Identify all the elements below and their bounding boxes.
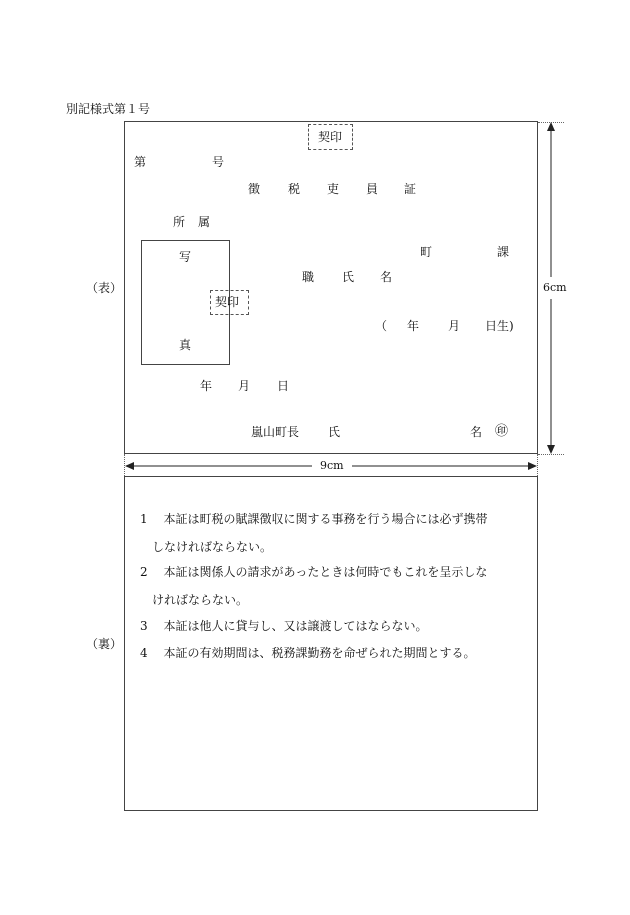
card-title-char-5: 証 (404, 182, 417, 196)
affiliation-char-2: 属 (198, 215, 211, 229)
birth-year: 年 (407, 319, 420, 333)
photo-label-top: 写 (179, 250, 192, 264)
issue-year: 年 (200, 379, 213, 393)
mayor-shi: 氏 (328, 425, 341, 439)
photo-stamp-label: 契印 (215, 295, 240, 309)
position-char-2: 氏 (342, 270, 355, 284)
mayor-mei: 名 (470, 425, 483, 439)
issue-day: 日 (277, 379, 290, 393)
birth-month: 月 (448, 319, 461, 333)
birth-open-paren: （ (375, 319, 388, 333)
official-seal-icon: ㊞ (495, 424, 509, 439)
card-title-char-1: 徴 (248, 182, 261, 196)
section-label: 課 (497, 245, 510, 259)
birth-day: 日生) (485, 319, 514, 333)
back-card (124, 476, 538, 811)
back-rule-3: 3 本証は他人に貸与し、又は譲渡してはならない。 (140, 619, 428, 633)
mayor-title: 嵐山町長 (251, 425, 300, 439)
back-side-label: （裏） (86, 637, 123, 651)
number-go: 号 (212, 155, 225, 169)
form-title: 別記様式第１号 (66, 102, 151, 116)
top-stamp-label: 契印 (318, 130, 343, 144)
width-label: 9cm (320, 459, 344, 472)
issue-month: 月 (238, 379, 251, 393)
back-rule-4: 4 本証の有効期間は、税務課勤務を命ぜられた期間とする。 (140, 646, 476, 660)
position-char-3: 名 (380, 270, 393, 284)
back-rule-2-line-2: ければならない。 (152, 593, 249, 607)
back-rule-1-line-1: 1 本証は町税の賦課徴収に関する事務を行う場合には必ず携帯 (140, 512, 488, 526)
town-label: 町 (420, 245, 433, 259)
position-char-1: 職 (302, 270, 315, 284)
number-dai: 第 (134, 155, 147, 169)
height-label: 6cm (543, 281, 567, 294)
front-side-label: （表） (86, 281, 123, 295)
card-title-char-2: 税 (288, 182, 301, 196)
photo-label-bottom: 真 (179, 338, 192, 352)
back-rule-2-line-1: 2 本証は関係人の請求があったときは何時でもこれを呈示しな (140, 565, 488, 579)
back-rule-1-line-2: しなければならない。 (152, 540, 273, 554)
card-title-char-4: 員 (366, 182, 379, 196)
card-title-char-3: 吏 (327, 182, 340, 196)
affiliation-char-1: 所 (173, 215, 186, 229)
